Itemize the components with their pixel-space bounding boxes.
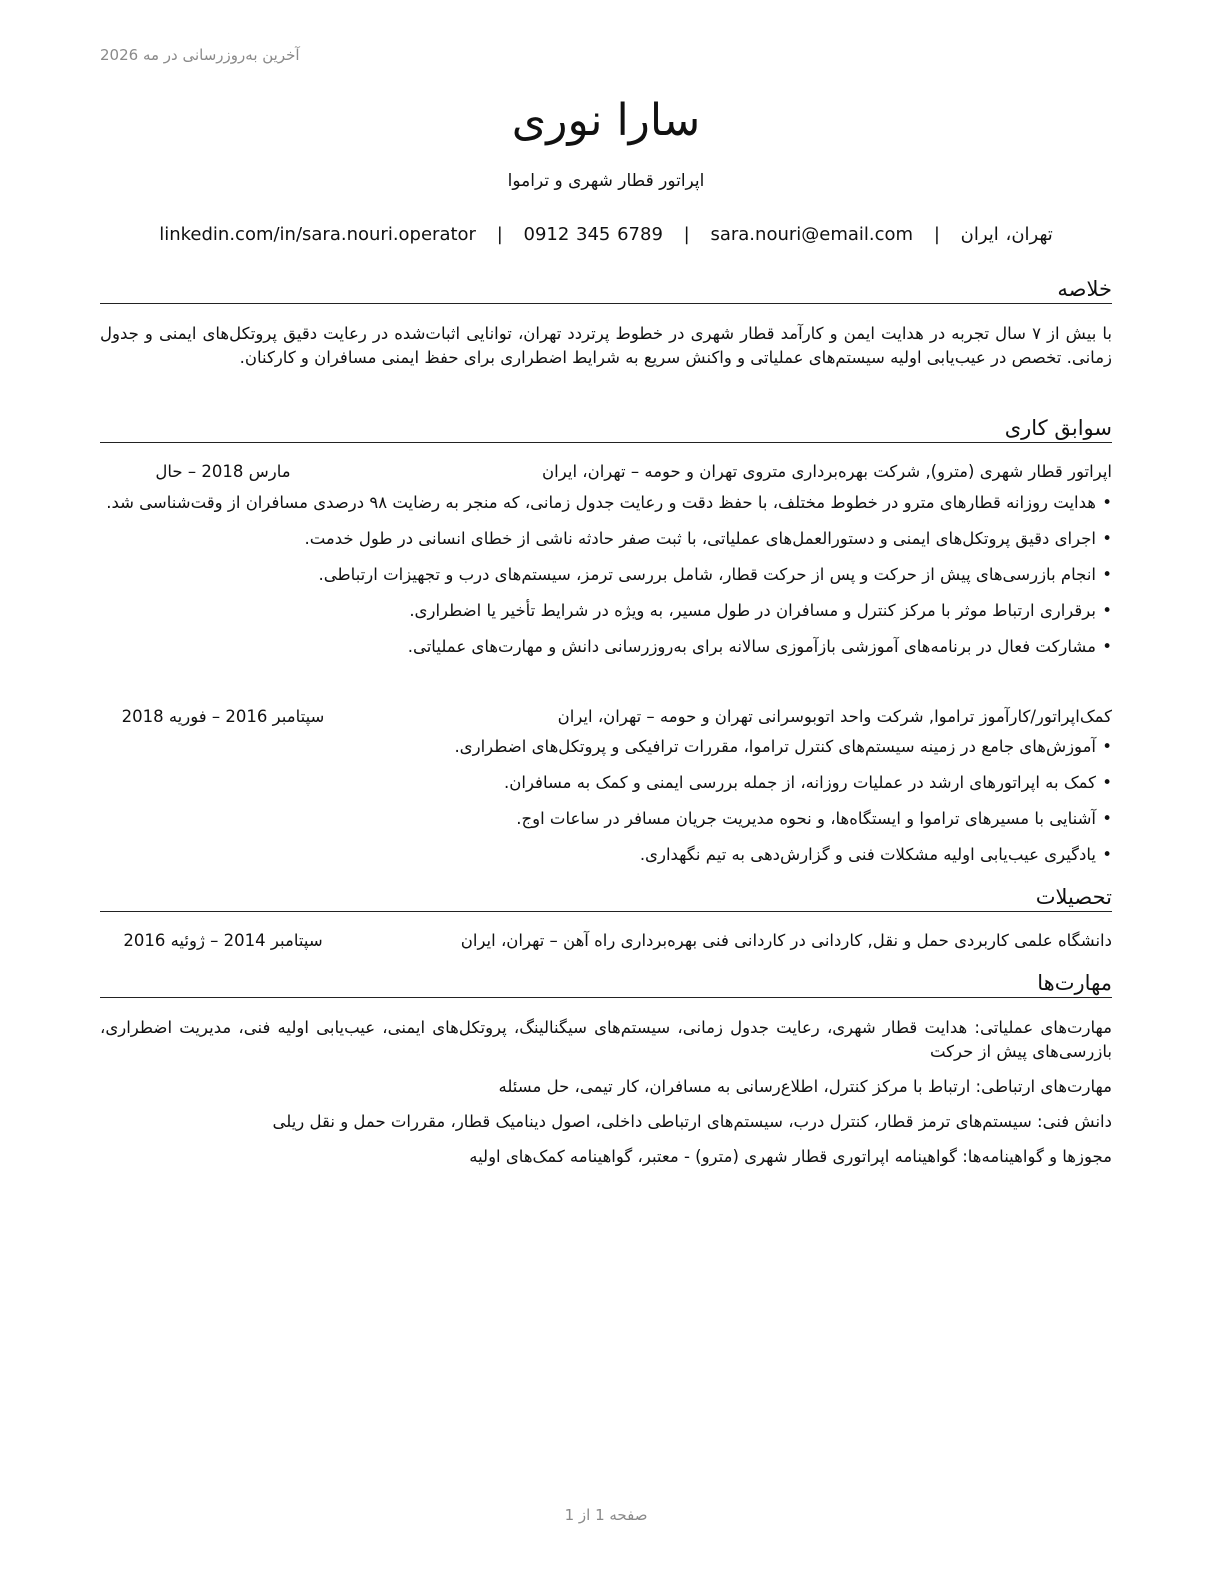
contact-separator: | [496,224,503,245]
skills-list [100,1016,1112,1180]
skills-row: مهارت‌های عملیاتی: هدایت قطار شهری، رعایت جدول زمانی، سیستم‌های سیگنالینگ، پروتکل‌های ایمنی، عیب‌یابی اولیه فنی، مدیریت اضطراری، بازرسی‌های پیش از حرکت [100,1018,1112,1061]
list-item: • اجرای دقیق پروتکل‌های ایمنی و دستورالعمل‌های عملیاتی، با ثبت صفر حادثه ناشی از خطای انسانی در طول خدمت. [304,529,1112,548]
job-bullets [100,735,1112,879]
job-title-company: اپراتور قطار شهری (مترو), شرکت بهره‌برداری متروی تهران و حومه – تهران، ایران [542,462,1112,481]
job-title: اپراتور قطار شهری و تراموا [507,171,705,191]
skills-row: دانش فنی: سیستم‌های ترمز قطار، کنترل درب، سیستم‌های ارتباطی داخلی، اصول دینامیک قطار، مقررات حمل و نقل ریلی [272,1112,1112,1131]
job-dates: مارس 2018 – حال [155,462,291,481]
summary-text: با بیش از ۷ سال تجربه در هدایت ایمن و کارآمد قطار شهری در خطوط پرتردد تهران، توانایی اثبات‌شده در رعایت دقیق پروتکل‌های ایمنی و جدول زمانی. تخصص در عیب‌یابی اولیه سیستم‌های عملیاتی و واکنش سریع به شرایط اضطراری برای حفظ ایمنی مسافران و کارکنان. [100,324,1112,367]
section-title-education: تحصیلات [100,884,1112,912]
last-updated: آخرین به‌روزرسانی در مه 2026 [100,46,300,64]
list-item: • برقراری ارتباط موثر با مرکز کنترل و مسافران در طول مسیر، به ویژه در شرایط تأخیر یا اضطراری. [409,601,1112,620]
job-title-company: کمک‌اپراتور/کارآموز تراموا, شرکت واحد اتوبوسرانی تهران و حومه – تهران، ایران [557,707,1112,726]
skills-row: مجوزها و گواهینامه‌ها: گواهینامه اپراتوری قطار شهری (مترو) - معتبر، گواهینامه کمک‌های اولیه [469,1147,1112,1166]
education-dates: سپتامبر 2014 – ژوئیه 2016 [123,931,323,950]
list-item: • مشارکت فعال در برنامه‌های آموزشی بازآموزی سالانه برای به‌روزرسانی دانش و مهارت‌های عملیاتی. [407,637,1112,656]
list-item: • انجام بازرسی‌های پیش از حرکت و پس از حرکت قطار، شامل بررسی ترمز، سیستم‌های درب و تجهیزات ارتباطی. [318,565,1112,584]
job-heading [100,705,1112,729]
section-title-summary: خلاصه [100,276,1112,304]
resume-page [100,0,1112,1584]
job-heading [100,460,1112,484]
list-item: • هدایت روزانه قطارهای مترو در خطوط مختلف، با حفظ دقت و رعایت جدول زمانی، که منجر به رضایت ۹۸ درصدی مسافران از وقت‌شناسی شد. [106,493,1112,512]
contact-separator: | [683,224,690,245]
section-title-experience: سوابق کاری [100,415,1112,443]
contact-phone[interactable]: 0912 345 6789 [523,224,663,245]
list-item: • کمک به اپراتورهای ارشد در عملیات روزانه، از جمله بررسی ایمنی و کمک به مسافران. [504,773,1112,792]
contact-linkedin[interactable]: linkedin.com/in/sara.nouri.operator [159,224,476,245]
education-heading [100,929,1112,953]
contact-location: تهران، ایران [960,224,1053,245]
list-item: • آموزش‌های جامع در زمینه سیستم‌های کنترل تراموا، مقررات ترافیکی و پروتکل‌های اضطراری. [454,737,1112,756]
page-title: سارا نوری [511,95,701,146]
education-school-degree: دانشگاه علمی کاربردی حمل و نقل, کاردانی در کاردانی فنی بهره‌برداری راه آهن – تهران، ایران [460,931,1112,950]
list-item: • یادگیری عیب‌یابی اولیه مشکلات فنی و گزارش‌دهی به تیم نگهداری. [639,845,1112,864]
page-number: صفحه 1 از 1 [564,1506,648,1524]
section-title-skills: مهارت‌ها [100,970,1112,998]
contact-email[interactable]: sara.nouri@email.com [710,224,914,245]
contact-line [100,224,1112,245]
job-bullets [100,491,1112,671]
skills-row: مهارت‌های ارتباطی: ارتباط با مرکز کنترل، اطلاع‌رسانی به مسافران، کار تیمی، حل مسئله [498,1077,1112,1096]
job-dates: سپتامبر 2016 – فوریه 2018 [121,707,325,726]
contact-separator: | [933,224,940,245]
list-item: • آشنایی با مسیرهای تراموا و ایستگاه‌ها، و نحوه مدیریت جریان مسافر در ساعات اوج. [516,809,1112,828]
